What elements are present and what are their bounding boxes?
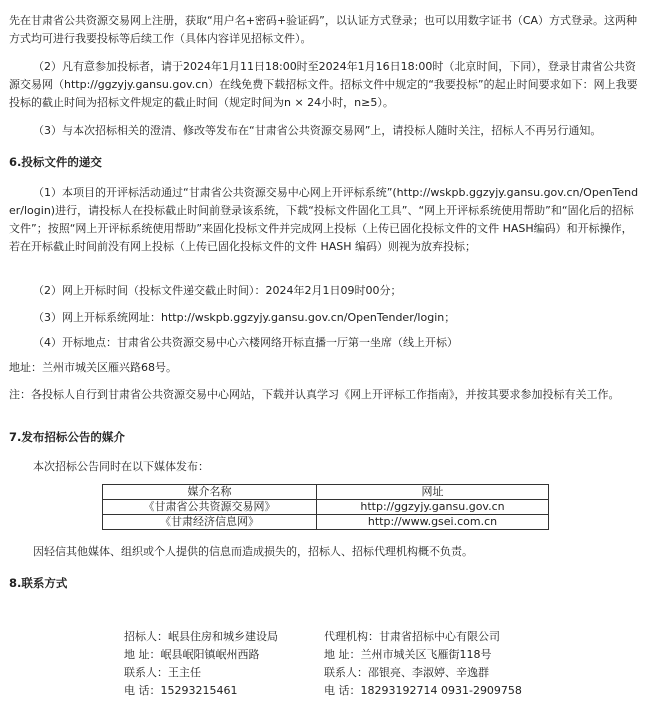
table-row — [103, 515, 549, 530]
tenderer-contact-person: 联系人：王主任 — [124, 666, 201, 679]
section8-heading: 8.联系方式 — [9, 576, 68, 590]
agency-name: 代理机构：甘肃省招标中心有限公司 — [324, 630, 500, 643]
section6-address: 地址：兰州市城关区雁兴路68号。 — [9, 361, 177, 374]
agency-contact-person: 联系人：邵银亮、李淑婷、辛逸群 — [324, 666, 489, 679]
agency-address: 地 址：兰州市城关区飞雁街118号 — [324, 648, 492, 661]
section7-heading: 7.发布招标公告的媒介 — [9, 430, 125, 444]
table-cell-url: http://www.gsei.com.cn — [317, 515, 549, 530]
tenderer-contact-block — [124, 628, 278, 700]
tenderer-address: 地 址：岷县岷阳镇岷州西路 — [124, 648, 260, 661]
media-table — [102, 484, 549, 530]
table-cell-media-name: 《甘肃经济信息网》 — [103, 515, 317, 530]
table-cell-media-name: 《甘肃省公共资源交易网》 — [103, 500, 317, 515]
section6-note: 注：各投标人自行到甘肃省公共资源交易中心网站，下载并认真学习《网上开评标工作指南》，并按其要求参加投标有关工作。 — [9, 388, 620, 401]
section6-item4: （4）开标地点：甘肃省公共资源交易中心六楼网络开标直播一厅第一坐席（线上开标） — [33, 336, 458, 349]
table-header-media-name: 媒介名称 — [103, 485, 317, 500]
agency-contact-block — [324, 628, 522, 700]
paragraph-download-tender: （2）凡有意参加投标者，请于2024年1月11日18:00时至2024年1月16日18:00时（北京时间，下同），登录甘肃省公共资源交易网（http://ggzyjy.gansu.gov.cn）在线免费下载招标文件。招标文件中规定的“我要投标”的起止时间要求如下：网上我要投标的截止时间为招标文件规定的截止时间（规定时间为n × 24小时，n≥5）。 — [9, 60, 638, 109]
paragraph-ca-login: 先在甘肃省公共资源交易网上注册，获取“用户名+密码+验证码”，以认证方式登录；也可以用数字证书（CA）方式登录。这两种方式均可进行我要投标等后续工作（具体内容详见招标文件）。 — [9, 14, 638, 45]
tenderer-phone: 电 话：15293215461 — [124, 684, 238, 697]
section7-intro: 本次招标公告同时在以下媒体发布： — [33, 460, 209, 473]
section6-heading: 6.投标文件的递交 — [9, 155, 102, 169]
table-header-url: 网址 — [317, 485, 549, 500]
section6-item1: （1）本项目的开评标活动通过“甘肃省公共资源交易中心网上开评标系统”(http://wskpb.ggzyjy.gansu.gov.cn/OpenTender/login)进行，请投标人在投标截止时间前登录该系统，下载“投标文件固化工具”、“网上开评标系统使用帮助”和“固化后的招标文件”；按照“网上开评标系统使用帮助”来固化投标文件并完成网上投标（上传已固化投标文件的文件 HASH编码）和开标操作，若在开标截止时间前没有网上投标（上传已固化投标文件的文件 HASH 编码）则视为放弃投标； — [9, 186, 639, 253]
table-cell-url: http://ggzyjy.gansu.gov.cn — [317, 500, 549, 515]
section6-item3: （3）网上开标系统网址：http://wskpb.ggzyjy.gansu.gov.cn/OpenTender/login； — [33, 311, 456, 324]
paragraph-clarification: （3）与本次招标相关的澄清、修改等发布在“甘肃省公共资源交易网”上，请投标人随时关注，招标人不再另行通知。 — [33, 124, 602, 137]
section7-disclaimer: 因轻信其他媒体、组织或个人提供的信息而造成损失的，招标人、招标代理机构概不负责。 — [33, 545, 473, 558]
tenderer-name: 招标人：岷县住房和城乡建设局 — [124, 630, 278, 643]
table-header-row — [103, 485, 549, 500]
table-row — [103, 500, 549, 515]
agency-phone: 电 话：18293192714 0931-2909758 — [324, 684, 522, 697]
section6-item2: （2）网上开标时间（投标文件递交截止时间）：2024年2月1日09时00分； — [33, 284, 402, 297]
